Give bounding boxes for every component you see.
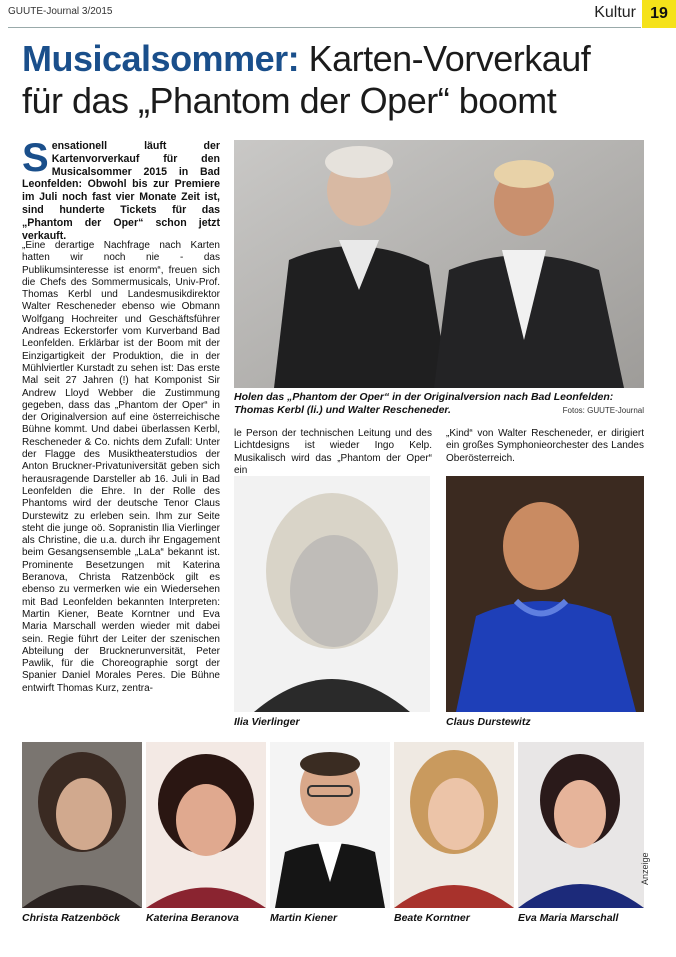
- body-column-2: le Person der technischen Leitung und des Lichtdesigns ist wieder Ingo Kelp. Musikalisch wird das „Phantom der Oper“ ein: [234, 428, 432, 476]
- portrait-eva-maria-marschall: [518, 742, 644, 908]
- ad-label: Anzeige: [640, 852, 650, 885]
- main-photo-caption: Holen das „Phantom der Oper“ in der Originalversion nach Bad Leonfelden: Thomas Kerbl (li.) und Walter Rescheneder.: [234, 391, 614, 416]
- portrait-beate-korntner: [394, 742, 514, 908]
- portrait-name-eva: Eva Maria Marschall: [518, 912, 619, 924]
- body-column-1: „Eine derartige Nachfrage nach Karten hatten wir noch nie - das Publikumsinteresse ist enorm“, freuen sich die Chefs des Sommermusicals, Univ-Prof. Thomas Kerbl und Landesmusikdirektor Walter Rescheneder ebenso wie Obmann Wolfgang Hochreiter und Geschäftsführer Andreas Eckerstorfer vom Kurverband Bad Leonfelden. Erklärbar ist der Boom mit der Einzigartigkeit der Produktion, die in der Mühlviertler Kurstadt zu sehen ist: Das erste Mal seit 27 Jahren (!) hat Komponist Sir Andrew Lloyd Webber die Zustimmung gegeben, dass das „Phantom der Oper“ in der Originalversion auf eine österreichische Bühne kommt. Und dabei überlassen Kerbl, Rescheneder & Co. nichts dem Zufall: Unter der Flagge des Musiktheaterstudios der Anton Bruckner-Privatuniversität geben sich herausragende Darsteller ab 16. Juli in Bad Leonfelden die Ehre. In der Rolle des Phantoms wird der deutsche Tenor Claus Durstewitz zu erleben sein. Ihm zur Seite steht die junge oö. Sopranistin Ilia Vierlinger als Christine, die u.a. durch ihr Engagement beim Gesangsensemble „LaLa“ bekannt ist. Prominente Besetzungen mit Katerina Beranova, Christa Ratzenböck gilt es ebenso zu vermerken wie ein Wiedersehen mit Bad Leonfelden bekannten Interpreten: Martin Kiener, Beate Korntner und Eva Maria Marschall werden wieder mit dabei sein. Regie führt der Leiter der szenischen Abteilung der Brucknerunversität, Peter Pawlik, für die Choreographie sorgt der Spanier Daniel Morales Peres. Die Bühne entwirft Thomas Kurz, zentra-: [22, 240, 220, 694]
- lead-paragraph: [22, 136, 220, 242]
- portrait-name-beate: Beate Korntner: [394, 912, 470, 924]
- section-label: Kultur: [594, 4, 636, 21]
- portrait-name-martin: Martin Kiener: [270, 912, 338, 924]
- portrait-name-claus: Claus Durstewitz: [446, 716, 531, 728]
- body-column-3: „Kind“ von Walter Rescheneder, er dirigiert ein großes Symphonieorchester des Landes Oberösterreich.: [446, 428, 644, 464]
- headline-line2: für das „Phantom der Oper“ boomt: [22, 80, 557, 121]
- portrait-name-christa: Christa Ratzenböck: [22, 912, 121, 924]
- portrait-ilia-vierlinger: [234, 476, 430, 712]
- header-divider: [8, 27, 641, 28]
- portrait-name-katerina: Katerina Beranova: [146, 912, 239, 924]
- photo-credit: Fotos: GUUTE-Journal: [562, 406, 644, 415]
- portrait-name-ilia: Ilia Vierlinger: [234, 716, 300, 728]
- portrait-christa-ratzenboeck: [22, 742, 142, 908]
- main-photo: [234, 140, 644, 388]
- publication-name: GUUTE-Journal 3/2015: [8, 6, 113, 17]
- article-headline: [22, 38, 662, 122]
- portrait-claus-durstewitz: [446, 476, 644, 712]
- page-number: 19: [642, 0, 676, 28]
- headline-line1: Karten-Vorverkauf: [299, 38, 591, 79]
- portrait-martin-kiener: [270, 742, 390, 908]
- lead-text: ensationell läuft der Kartenvorverkauf für den Musicalsommer 2015 in Bad Leonfelden: Obwohl bis zur Premiere im Juli noch fast vier Monate Zeit ist, sind hunderte Tickets für das „Phantom der Oper“ schon jetzt verkauft.: [22, 140, 220, 242]
- drop-cap: S: [22, 136, 49, 180]
- portrait-katerina-beranova: [146, 742, 266, 908]
- headline-keyword: Musicalsommer:: [22, 38, 300, 79]
